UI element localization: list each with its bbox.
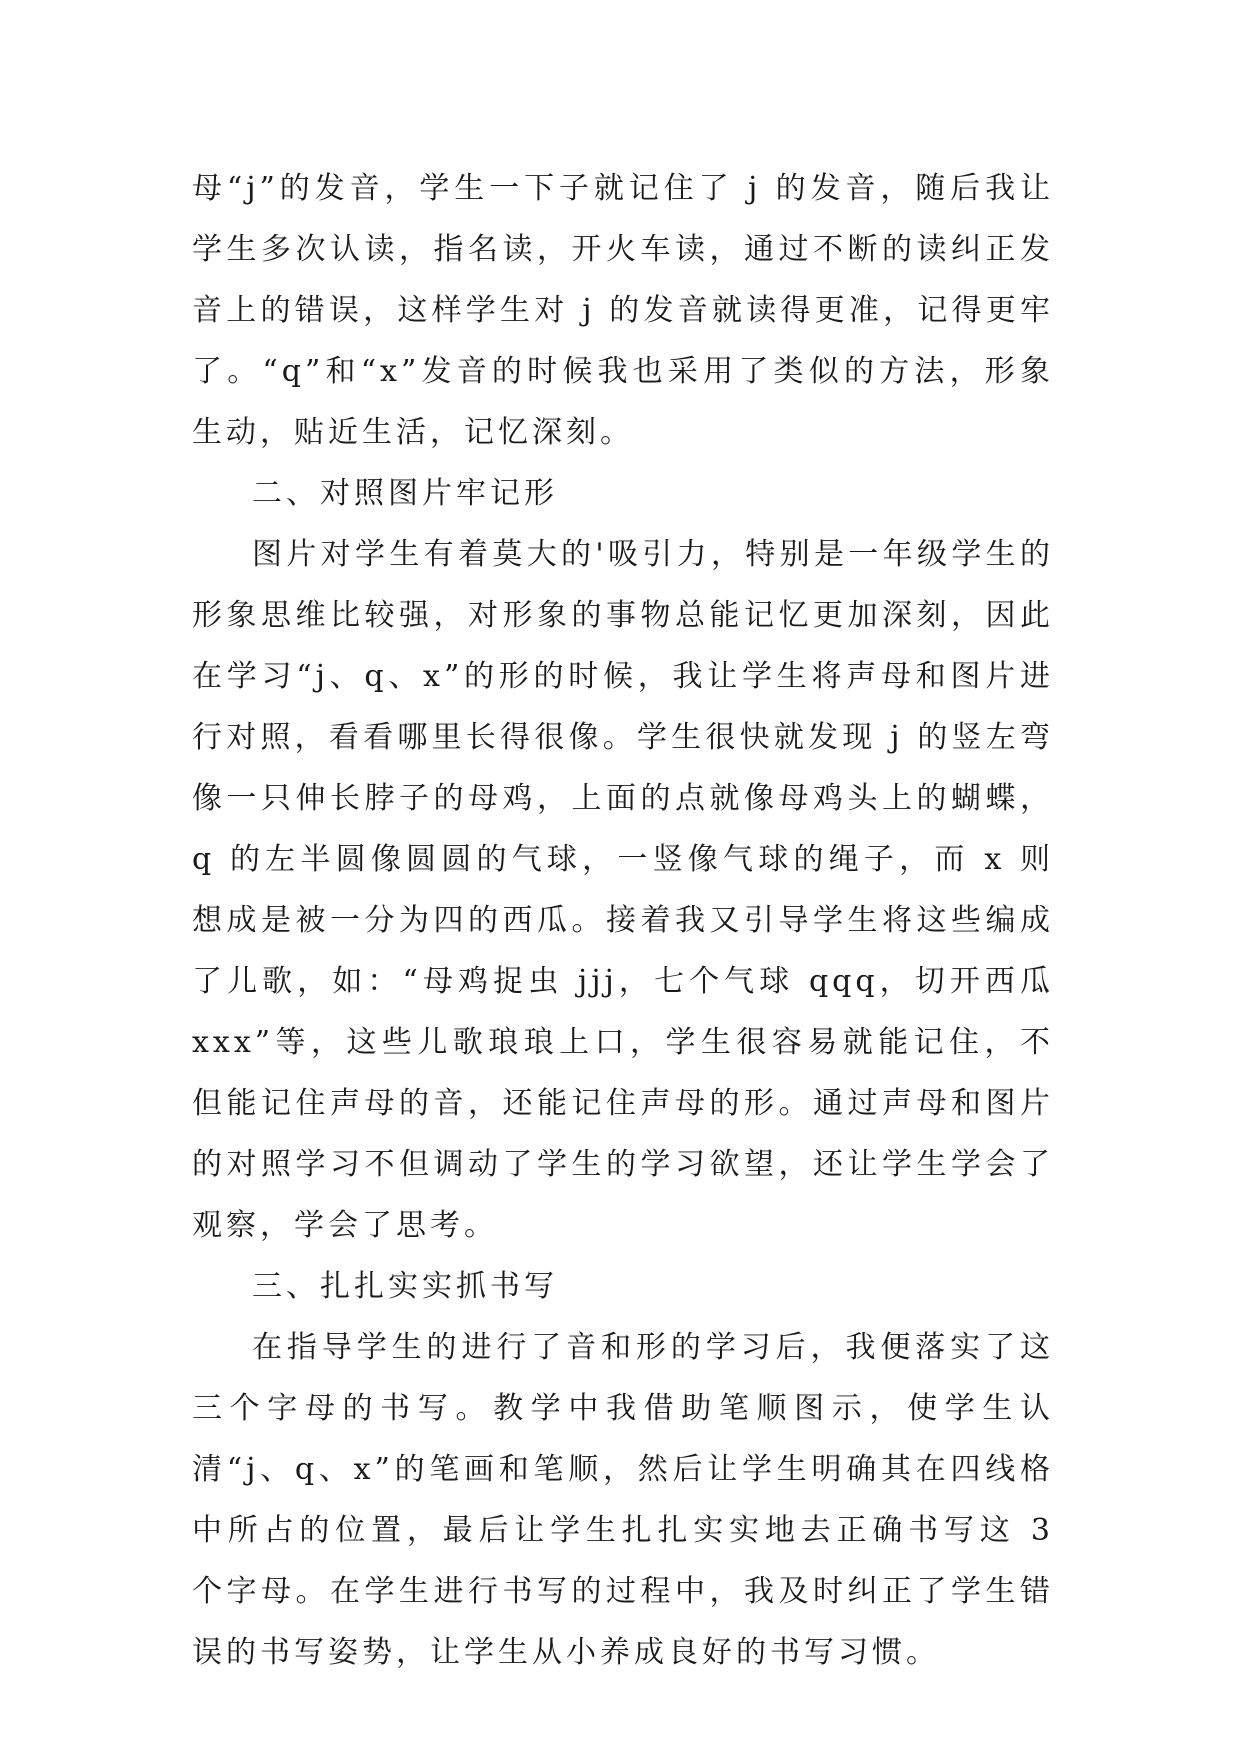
section-heading-3: 三、扎扎实实抓书写 [252, 1269, 558, 1304]
paragraph-writing: 在指导学生的进行了音和形的学习后，我便落实了这三个字母的书写。教学中我借助笔顺图示，使学生认清“j、q、x”的笔画和笔顺，然后让学生明确其在四线格中所占的位置，最后让学生扎扎实实地去正确书写这 3 个字母。在学生进行书写的过程中，我及时纠正了学生错误的书写姿势，让学生从小养成良好的书写习惯。 [192, 1330, 1054, 1670]
paragraph-continuation: 母“j”的发音，学生一下子就记住了 j 的发音，随后我让学生多次认读，指名读，开火车读，通过不断的读纠正发音上的错误，这样学生对 j 的发音就读得更准，记得更牢了。“q”和“x”发音的时候我也采用了类似的方法，形象生动，贴近生活，记忆深刻。 [192, 171, 1054, 450]
paragraph-image-comparison: 图片对学生有着莫大的'吸引力，特别是一年级学生的形象思维比较强，对形象的事物总能记忆更加深刻，因此在学习“j、q、x”的形的时候，我让学生将声母和图片进行对照，看看哪里长得很像。学生很快就发现 j 的竖左弯像一只伸长脖子的母鸡，上面的点就像母鸡头上的蝴蝶，q 的左半圆像圆圆的气球，一竖像气球的绳子，而 x 则想成是被一分为四的西瓜。接着我又引导学生将这些编成了儿歌，如：“母鸡捉虫 jjj，七个气球 qqq，切开西瓜 xxx”等，这些儿歌琅琅上口，学生很容易就能记住，不但能记住声母的音，还能记住声母的形。通过声母和图片的对照学习不但调动了学生的学习欲望，还让学生学会了观察，学会了思考。 [192, 537, 1054, 1243]
document-body [192, 158, 1054, 1683]
section-heading-2: 二、对照图片牢记形 [252, 476, 558, 511]
